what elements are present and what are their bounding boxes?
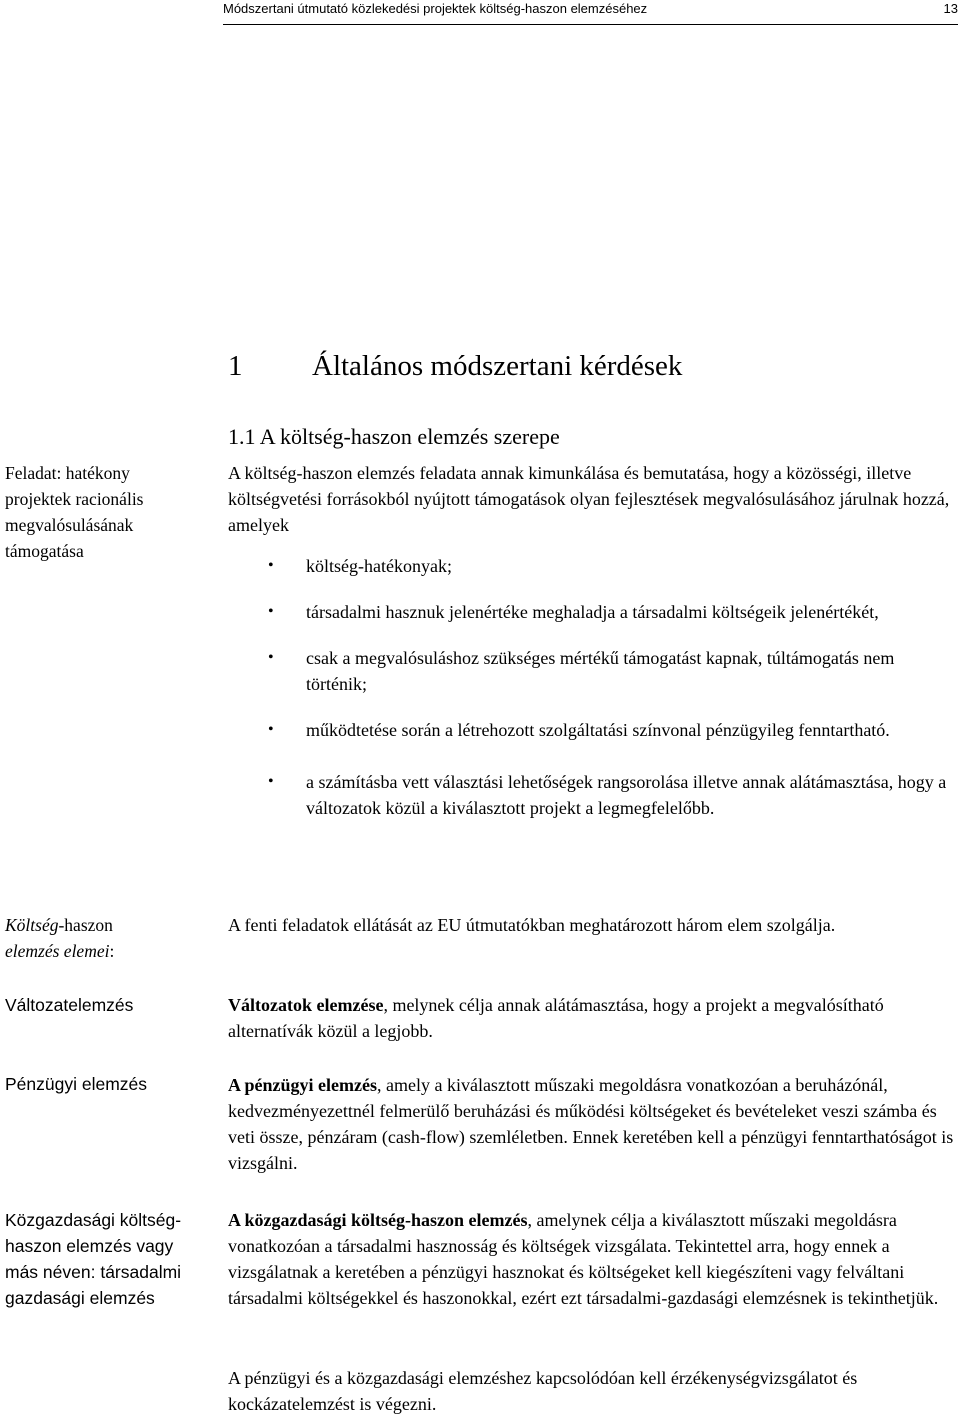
sidebar-financial: Pénzügyi elemzés xyxy=(5,1074,148,1094)
list-item: • a számításba vett választási lehetőségek rangsorolása illetve annak alátámasztása, hogy a változatok közül a kiválasztott projekt a legmegfelelőbb. xyxy=(228,769,958,821)
chapter-heading xyxy=(228,346,682,386)
sidebar-elements-title-a: Költség xyxy=(5,915,59,935)
list-item: • költség-hatékonyak; xyxy=(228,553,958,579)
header-title: Módszertani útmutató közlekedési projektek költség-haszon elemzéséhez xyxy=(223,1,648,16)
paragraph-variants xyxy=(228,992,958,1044)
chapter-title: Általános módszertani kérdések xyxy=(312,350,683,382)
sidebar-elements-title-d: : xyxy=(109,941,115,961)
sidebar-variants: Változatelemzés xyxy=(5,995,134,1015)
paragraph-sensitivity: A pénzügyi és a közgazdasági elemzéshez kapcsolódóan kell érzékenységvizsgálatot és kockázatelemzést is végezni. xyxy=(228,1368,858,1414)
page-header xyxy=(223,0,958,25)
paragraph-variants-rest: , melynek célja annak alátámasztása, hogy a projekt a megvalósítható alternatívák közül a legjobb. xyxy=(228,995,884,1041)
intro-paragraph: A költség-haszon elemzés feladata annak kimunkálása és bemutatása, hogy a közösségi, illetve költségvetési forrásokból nyújtott támogatások olyan fejlesztések megvalósulásához járulnak hozzá, amelyek xyxy=(228,463,950,535)
section-heading: 1.1 A költség-haszon elemzés szerepe xyxy=(228,424,560,449)
paragraph-financial-rest: , amely a kiválasztott műszaki megoldásra vonatkozóan a beruházónál, kedvezményezettnél felmerülő beruházási és működési költségeket és bevételeket veszi számba és veti össze, pénzáram (cash-flow) szemléletben. Ennek keretében kell a pénzügyi fenntarthatóságot is vizsgálni. xyxy=(228,1075,954,1173)
sidebar-elements-title-b: -haszon xyxy=(58,915,113,935)
paragraph-economic xyxy=(228,1207,958,1311)
paragraph-variants-bold: Változatok elemzése xyxy=(228,995,384,1015)
paragraph-economic-rest: , amelynek célja a kiválasztott műszaki megoldásra vonatkozóan a társadalmi hasznosság és költségek vizsgálata. Tekintettel arra, hogy ennek a vizsgálatnak a keretében a pénzügyi hasznokat és költségeket kell kiegészíteni vagy felváltani társadalmi költségekkel és haszonokkal, ezért ezt társadalmi-gazdasági elemzésnek is tekinthetjük. xyxy=(228,1210,939,1308)
sidebar-elements-title xyxy=(5,912,190,964)
requirements-list xyxy=(228,553,958,841)
list-item: • társadalmi hasznuk jelenértéke meghaladja a társadalmi költségeik jelenértékét, xyxy=(228,599,958,625)
chapter-number: 1 xyxy=(228,350,243,382)
paragraph-economic-bold: A közgazdasági költség-haszon elemzés xyxy=(228,1210,528,1230)
sidebar-elements-title-c: elemzés elemei xyxy=(5,941,110,961)
list-item: • működtetése során a létrehozott szolgáltatási színvonal pénzügyileg fenntartható. xyxy=(228,717,958,743)
list-item: • csak a megvalósuláshoz szükséges mértékű támogatást kapnak, túltámogatás nem történik; xyxy=(228,645,958,697)
sidebar-economic: Közgazdasági költség-haszon elemzés vagy más néven: társadalmi gazdasági elemzés xyxy=(5,1210,182,1308)
sidebar-task-note: Feladat: hatékony projektek racionális megvalósulásának támogatása xyxy=(5,463,144,561)
page-number: 13 xyxy=(943,1,958,16)
paragraph-three-elements: A fenti feladatok ellátását az EU útmutatókban meghatározott három elem szolgálja. xyxy=(228,915,836,935)
paragraph-financial-bold: A pénzügyi elemzés xyxy=(228,1075,377,1095)
paragraph-financial xyxy=(228,1072,958,1176)
